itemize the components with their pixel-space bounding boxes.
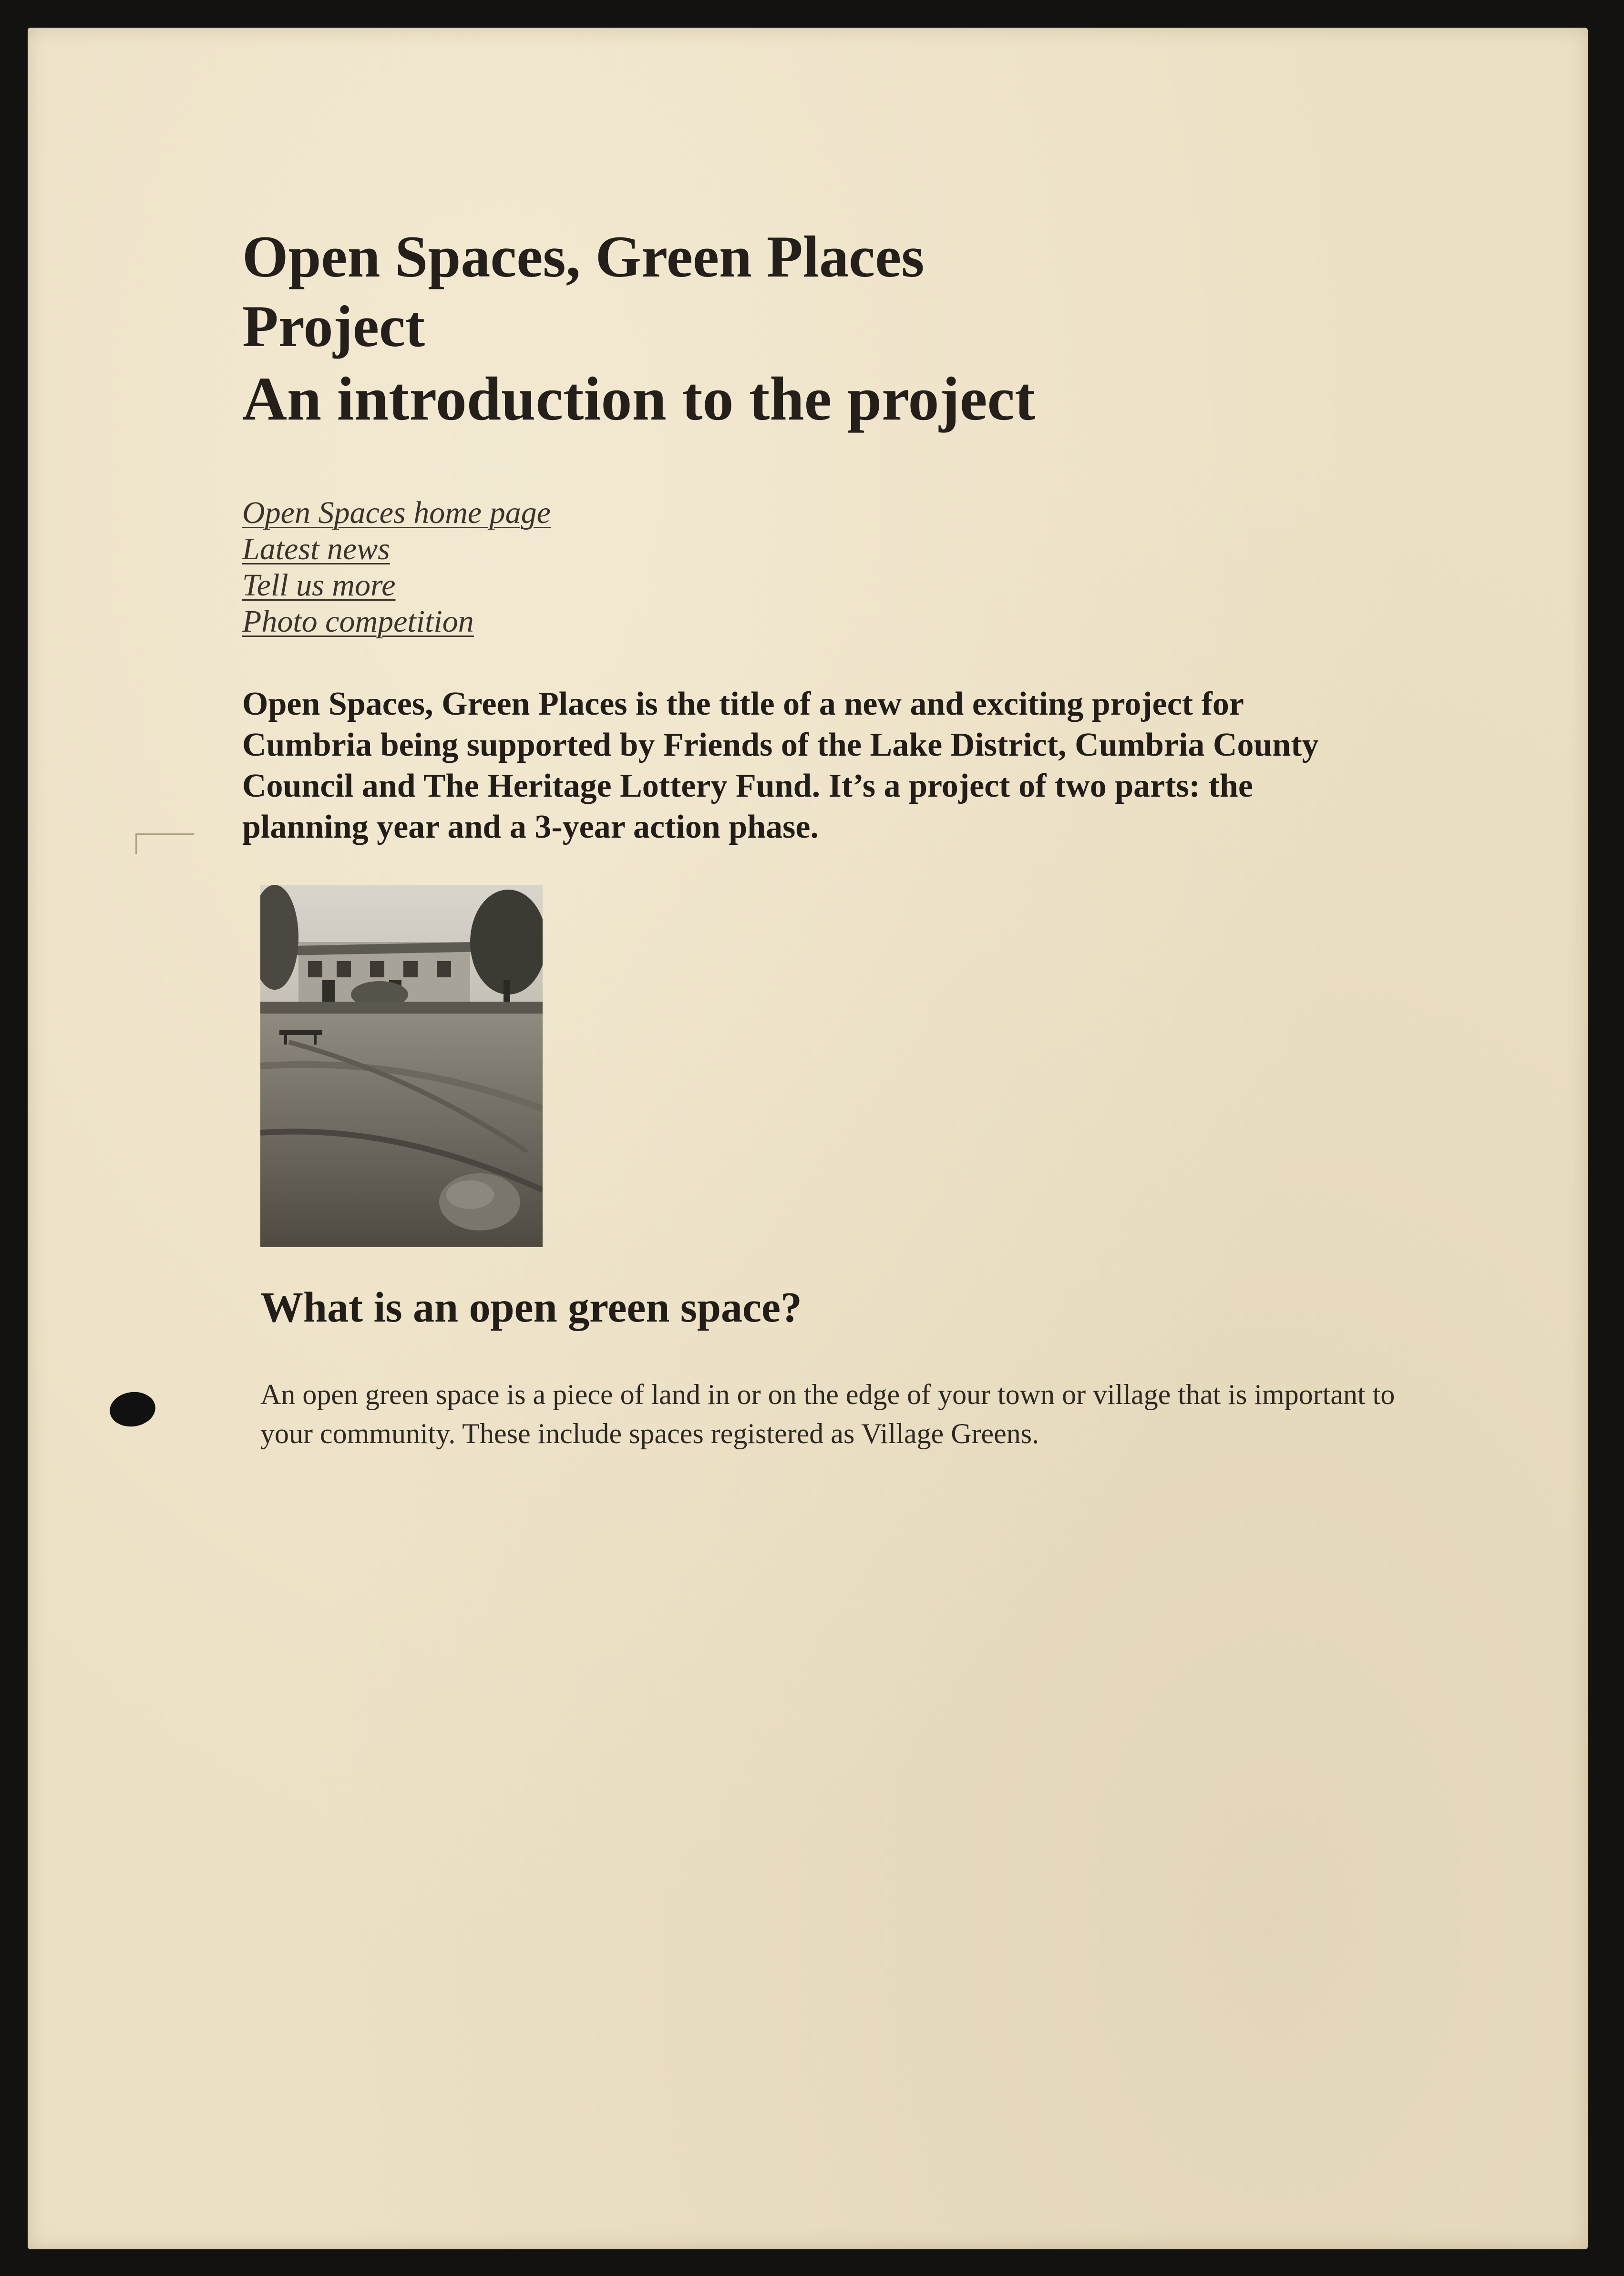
nav-link-home[interactable]: Open Spaces home page bbox=[242, 495, 551, 530]
page-subtitle: An introduction to the project bbox=[242, 365, 1036, 433]
page-title-line-1: Open Spaces, Green Places bbox=[242, 224, 925, 289]
page-title bbox=[242, 222, 1387, 437]
page-title-line-2: Project bbox=[242, 294, 425, 359]
nav-link-photo-competition[interactable]: Photo competition bbox=[242, 604, 474, 639]
punch-hole bbox=[107, 1389, 157, 1430]
paper-page bbox=[28, 28, 1588, 2249]
intro-paragraph: Open Spaces, Green Places is the title of a new and exciting project for Cumbria being supported by Friends of the Lake District, Cumbria County Council and The Heritage Lottery Fund. It’s a project of two parts: the planning year and a 3-year action phase. bbox=[242, 686, 1319, 845]
paper-tear-mark bbox=[135, 833, 194, 854]
section-body: An open green space is a piece of land in or on the edge of your town or village that is important to your community. These include spaces registered as Village Greens. bbox=[260, 1379, 1395, 1449]
nav-links bbox=[242, 495, 551, 640]
nav-link-tell-us-more[interactable]: Tell us more bbox=[242, 568, 396, 603]
green-space-photo bbox=[260, 885, 543, 1247]
nav-link-latest-news[interactable]: Latest news bbox=[242, 532, 390, 566]
section-heading: What is an open green space? bbox=[260, 1284, 802, 1331]
